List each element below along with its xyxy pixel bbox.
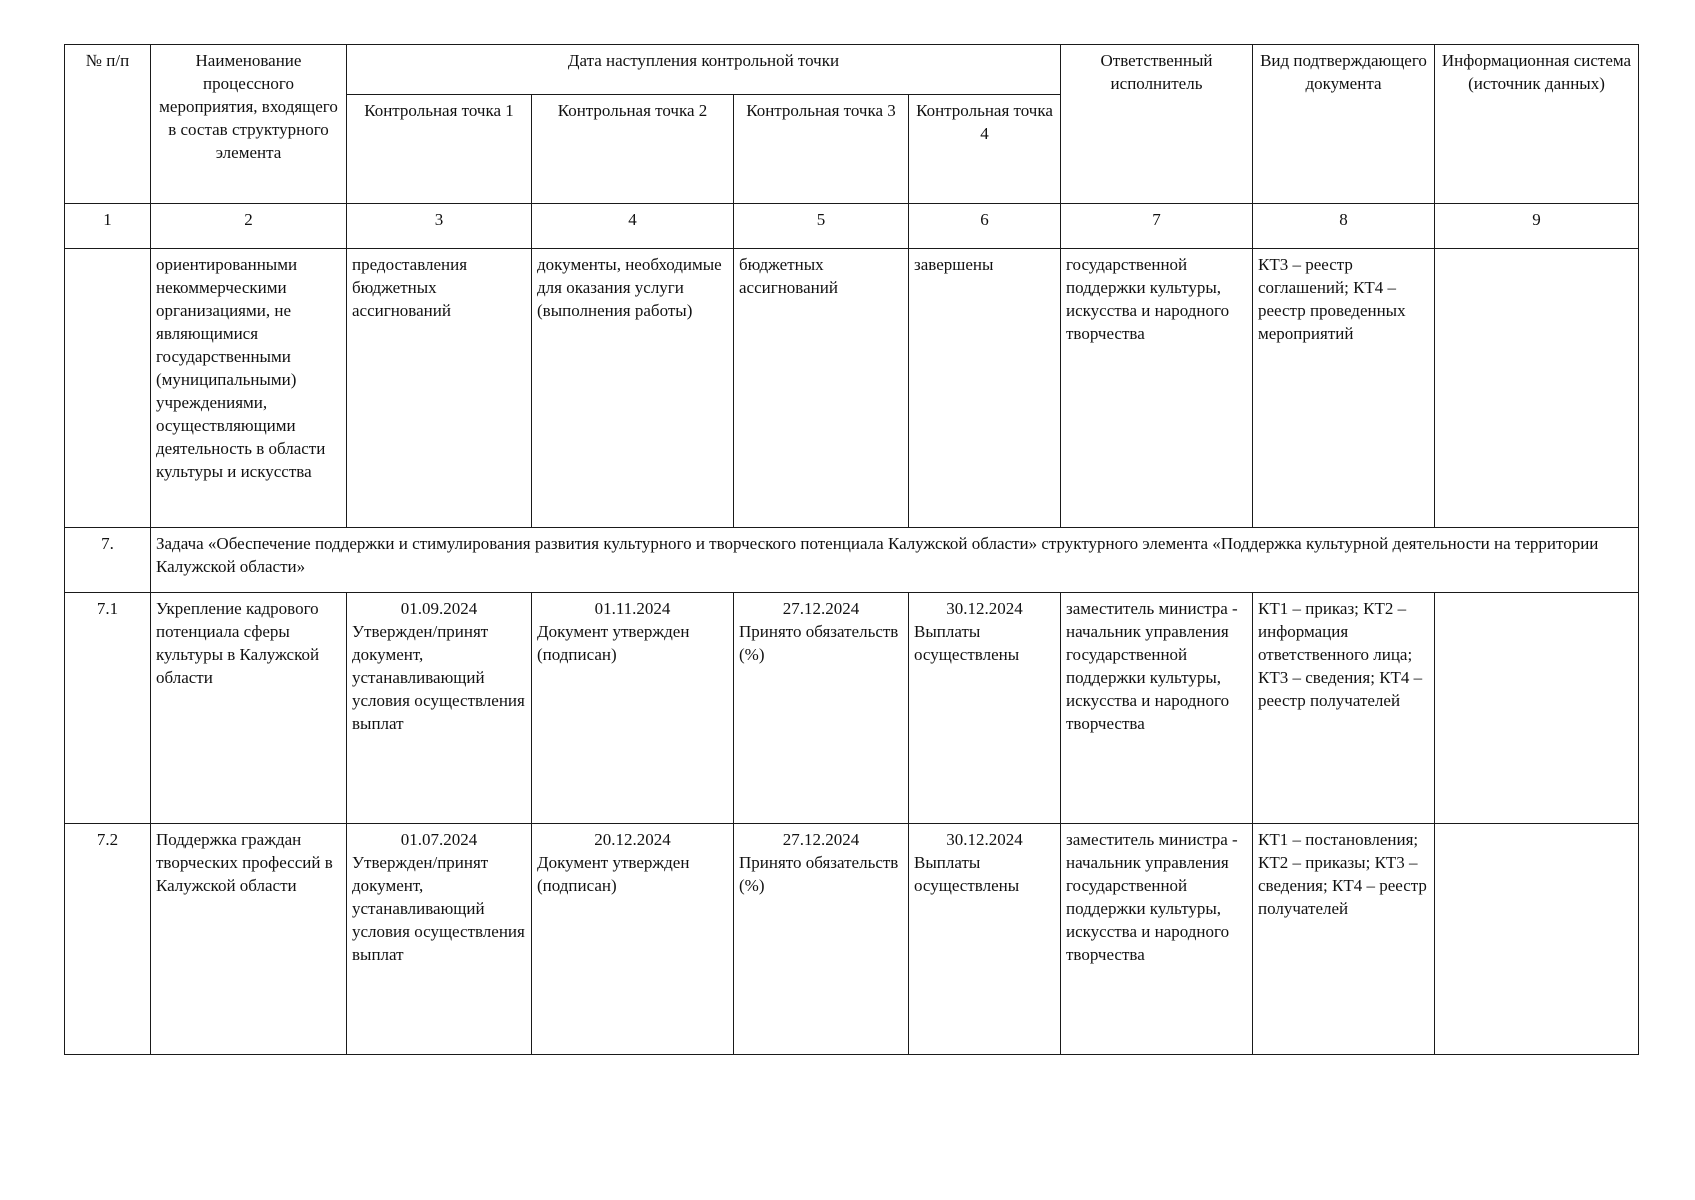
kt4-cell [909, 824, 1061, 1055]
column-number: 4 [532, 204, 734, 249]
column-number: 9 [1435, 204, 1639, 249]
table-row [65, 593, 1639, 824]
kt2-description: Документ утвержден (подписан) [537, 622, 690, 664]
kt3-description: Принято обязательств (%) [739, 622, 899, 664]
kt3-date: 27.12.2024 [782, 599, 860, 618]
row-number [65, 249, 151, 528]
kt3-description: Принято обязательств (%) [739, 853, 899, 895]
document-cell: КТ1 – постановления; КТ2 – приказы; КТ3 – сведения; КТ4 – реестр получателей [1253, 824, 1435, 1055]
kt3-date: 27.12.2024 [782, 830, 860, 849]
kt2-cell: документы, необходимые для оказания услуги (выполнения работы) [532, 249, 734, 528]
responsible-cell: государственной поддержки культуры, искусства и народного творчества [1061, 249, 1253, 528]
header-kt1: Контрольная точка 1 [347, 95, 532, 204]
continuation-row [65, 249, 1639, 528]
kt1-cell [347, 824, 532, 1055]
responsible-cell: заместитель министра - начальник управления государственной поддержки культуры, искусства и народного творчества [1061, 824, 1253, 1055]
activity-name: Укрепление кадрового потенциала сферы культуры в Калужской области [151, 593, 347, 824]
header-name: Наименование процессного мероприятия, входящего в состав структурного элемента [151, 45, 347, 204]
table-row [65, 824, 1639, 1055]
kt4-cell [909, 593, 1061, 824]
kt3-cell [734, 593, 909, 824]
document-cell: КТ1 – приказ; КТ2 – информация ответственного лица; КТ3 – сведения; КТ4 – реестр получателей [1253, 593, 1435, 824]
header-row-1 [65, 45, 1639, 95]
header-document-type: Вид подтверждающего документа [1253, 45, 1435, 204]
kt1-cell: предоставления бюджетных ассигнований [347, 249, 532, 528]
kt4-cell: завершены [909, 249, 1061, 528]
kt2-description: Документ утвержден (подписан) [537, 853, 690, 895]
column-number: 3 [347, 204, 532, 249]
kt2-date: 01.11.2024 [594, 599, 671, 618]
column-number: 2 [151, 204, 347, 249]
activity-name: Поддержка граждан творческих профессий в Калужской области [151, 824, 347, 1055]
kt4-date: 30.12.2024 [946, 830, 1023, 849]
header-date-group: Дата наступления контрольной точки [347, 45, 1061, 95]
row-number: 7.1 [65, 593, 151, 824]
kt3-cell [734, 824, 909, 1055]
header-kt2: Контрольная точка 2 [532, 95, 734, 204]
control-points-table [64, 44, 1639, 1055]
header-responsible: Ответственный исполнитель [1061, 45, 1253, 204]
kt1-date: 01.07.2024 [400, 830, 478, 849]
column-number: 8 [1253, 204, 1435, 249]
kt4-description: Выплаты осуществлены [914, 622, 1020, 664]
row-number: 7.2 [65, 824, 151, 1055]
column-number: 5 [734, 204, 909, 249]
kt1-cell [347, 593, 532, 824]
kt2-cell [532, 824, 734, 1055]
document-cell: КТ3 – реестр соглашений; КТ4 – реестр проведенных мероприятий [1253, 249, 1435, 528]
info-system-cell [1435, 593, 1639, 824]
activity-name: ориентированными некоммерческими организациями, не являющимися государственными (муниципальными) учреждениями, осуществляющими деятельность в области культуры и искусства [151, 249, 347, 528]
responsible-cell: заместитель министра - начальник управления государственной поддержки культуры, искусства и народного творчества [1061, 593, 1253, 824]
column-number: 7 [1061, 204, 1253, 249]
column-number-row [65, 204, 1639, 249]
kt4-date: 30.12.2024 [946, 599, 1023, 618]
kt4-description: Выплаты осуществлены [914, 853, 1020, 895]
task-row [65, 528, 1639, 593]
kt3-cell: бюджетных ассигнований [734, 249, 909, 528]
kt2-cell [532, 593, 734, 824]
header-num: № п/п [65, 45, 151, 204]
header-kt4: Контрольная точка 4 [909, 95, 1061, 204]
column-number: 6 [909, 204, 1061, 249]
kt1-date: 01.09.2024 [400, 599, 478, 618]
info-system-cell [1435, 824, 1639, 1055]
kt1-description: Утвержден/принят документ, устанавливающий условия осуществления выплат [352, 853, 525, 964]
task-number: 7. [65, 528, 151, 593]
header-info-system: Информационная система (источник данных) [1435, 45, 1639, 204]
header-kt3: Контрольная точка 3 [734, 95, 909, 204]
info-system-cell [1435, 249, 1639, 528]
kt1-description: Утвержден/принят документ, устанавливающий условия осуществления выплат [352, 622, 525, 733]
task-description: Задача «Обеспечение поддержки и стимулирования развития культурного и творческого потенциала Калужской области» структурного элемента «Поддержка культурной деятельности на территории Калужской области» [151, 528, 1639, 593]
kt2-date: 20.12.2024 [594, 830, 671, 849]
column-number: 1 [65, 204, 151, 249]
